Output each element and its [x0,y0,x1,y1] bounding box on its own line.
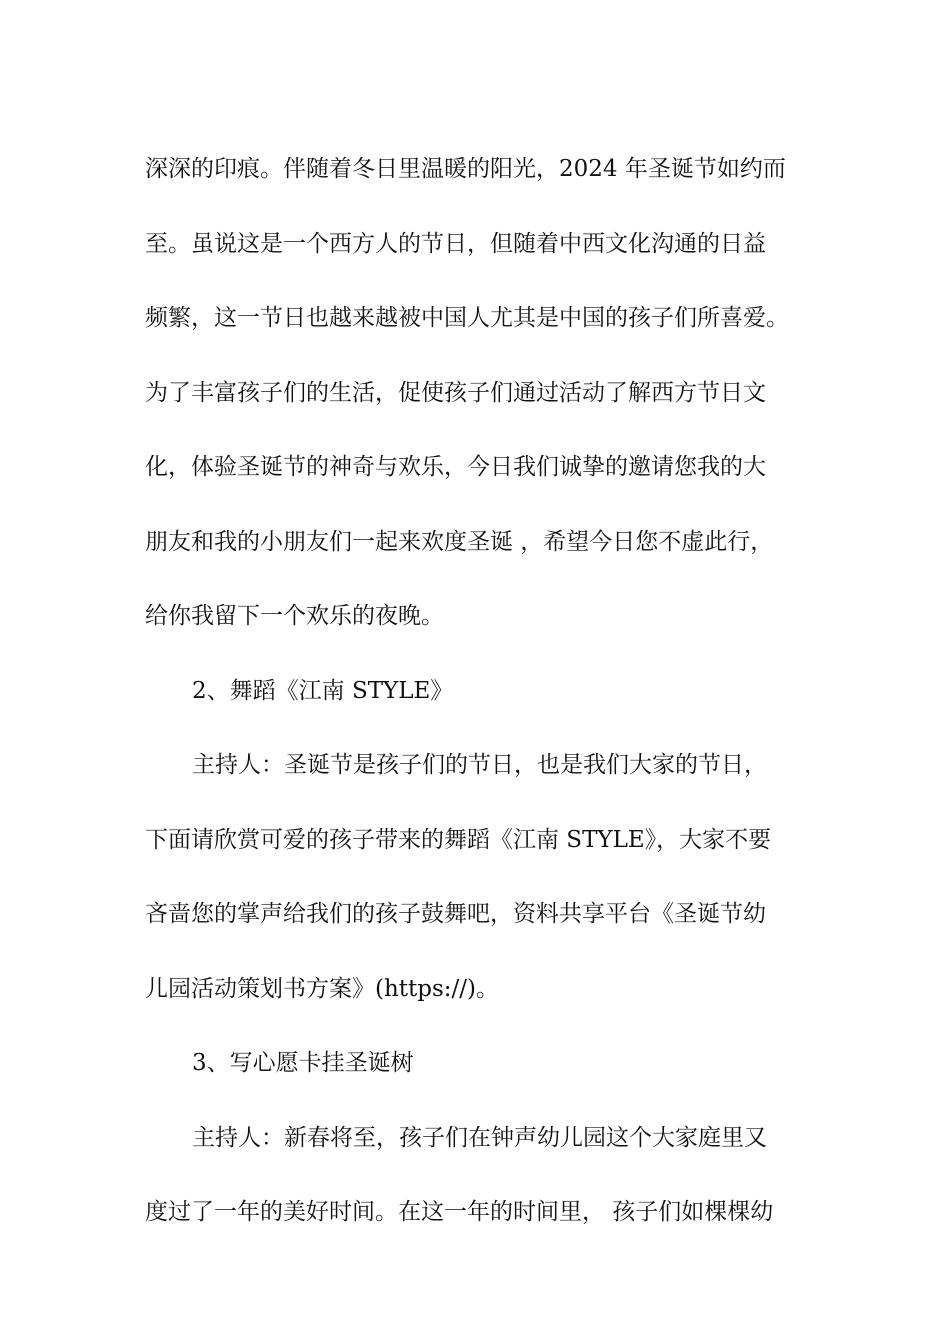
body-text-line: 度过了一年的美好时间。在这一年的时间里， 孩子们如棵棵幼 [145,1199,774,1225]
body-text-line: 下面请欣赏可爱的孩子带来的舞蹈《江南 STYLE》，大家不要 [145,826,772,853]
body-text-line: 至。虽说这是一个西方人的节日，但随着中西文化沟通的日益 [145,230,766,257]
body-text-line: 频繁，这一节日也越来越被中国人尤其是中国的孩子们所喜爱。 [145,305,789,331]
section-heading-dance: 2、舞蹈《江南 STYLE》 [192,677,454,704]
body-text-line: 朋友和我的小朋友们一起来欢度圣诞 ，希望今日您不虚此行， [145,528,774,555]
document-body [145,132,825,1250]
host-line: 主持人：圣诞节是孩子们的节日，也是我们大家的节日， [192,752,767,778]
body-text-line: 吝啬您的掌声给我们的孩子鼓舞吧，资料共享平台《圣诞节幼 [145,901,766,927]
host-line: 主持人：新春将至，孩子们在钟声幼儿园这个大家庭里又 [192,1124,767,1151]
body-text-line: 化，体验圣诞节的神奇与欢乐，今日我们诚挚的邀请您我的大 [145,454,766,480]
body-text-line: 为了丰富孩子们的生活，促使孩子们通过活动了解西方节日文 [145,379,766,406]
body-text-line: 儿园活动策划书方案》(https://)。 [145,975,500,1002]
body-text-line: 给你我留下一个欢乐的夜晚。 [145,603,444,629]
body-text-line: 深深的印痕。伴随着冬日里温暖的阳光，2024 年圣诞节如约而 [145,156,786,182]
section-heading-wish-cards: 3、写心愿卡挂圣诞树 [192,1050,414,1076]
